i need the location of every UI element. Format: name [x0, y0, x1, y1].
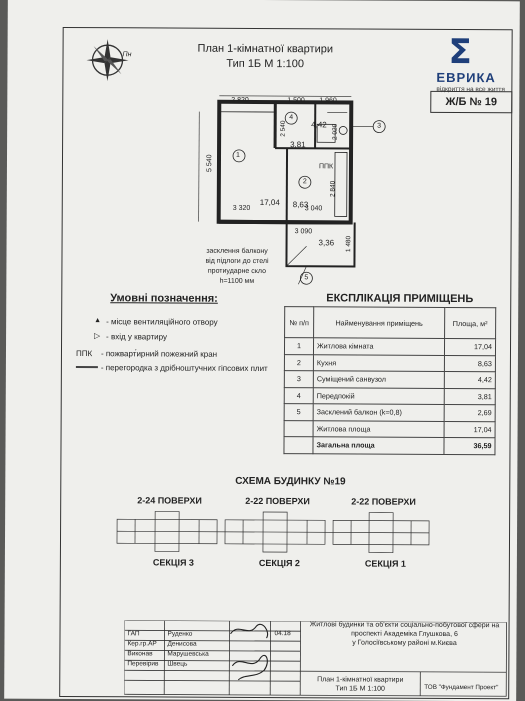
room-number: 4 — [289, 114, 293, 121]
floors-label: 2-22 ПОВЕРХИ — [351, 496, 416, 506]
note-line: засклення балкону — [205, 247, 268, 257]
room-number: 2 — [303, 178, 307, 185]
cell: 17,04 — [444, 421, 495, 438]
vent-symbol-icon: ▲ — [94, 317, 101, 324]
balcony-note — [205, 247, 268, 287]
stamp-role: Виконав — [127, 649, 158, 659]
stamp-roles — [127, 629, 158, 669]
table-row — [284, 420, 495, 438]
dim-label: 3 320 — [233, 205, 251, 212]
cell: 5 — [284, 404, 313, 421]
stamp-names — [167, 630, 209, 670]
project-line: проспекті Академіка Глушкова, 6 — [304, 629, 504, 639]
brand-logo — [430, 34, 510, 94]
dim-label: 2 820 — [231, 97, 249, 104]
area-label: 8,63 — [293, 200, 309, 209]
section-label: СЕКЦІЯ 1 — [365, 559, 406, 569]
dim-label: 5 540 — [206, 154, 213, 172]
page-title — [197, 42, 333, 73]
cell: Житлова площа — [313, 420, 444, 437]
header-cell: Площа, м² — [445, 307, 496, 338]
cell: 4,42 — [444, 371, 495, 388]
partition-line-icon — [76, 366, 98, 368]
table-row — [284, 404, 495, 422]
cell: Передпокій — [313, 387, 444, 404]
sheet-title — [304, 675, 416, 694]
title-line-1: План 1-кімнатної квартири — [198, 42, 334, 58]
entry-triangle-icon: ▷ — [94, 331, 100, 340]
stamp-name: Марушевська — [167, 650, 208, 660]
table-header — [285, 307, 496, 339]
ppk-symbol: ППК — [76, 349, 92, 358]
dim-label: 3 090 — [295, 228, 313, 235]
sheet-title-line: Тип 1Б М 1:100 — [304, 684, 416, 694]
floors-label: 2-22 ПОВЕРХИ — [245, 496, 310, 506]
cell: 8,63 — [444, 355, 495, 372]
stamp-name: Швець — [167, 660, 208, 670]
company-name: ТОВ "Фундамент Проект" — [424, 684, 498, 691]
cell — [284, 437, 313, 454]
cell: 3 — [284, 371, 313, 388]
stamp-name: Денисова — [167, 640, 208, 650]
compass-rose-icon — [77, 35, 157, 85]
table-row — [284, 437, 495, 455]
stamp-role: Перевірив — [127, 659, 158, 669]
legend-item: - перегородка з дрібноштучних гіпсових плит — [101, 363, 268, 373]
cell: Житлова кімната — [313, 338, 444, 355]
note-line: від підлоги до стелі — [205, 257, 268, 267]
project-line: Житлові будинки та об'єкти соціально-побутової сфери на — [305, 620, 505, 630]
cell: Засклений балкон (k=0,8) — [313, 404, 444, 421]
table-row — [284, 371, 495, 389]
dim-label: 3 040 — [305, 205, 323, 212]
legend-item: - вхід у квартиру — [106, 332, 167, 341]
cell: 36,59 — [444, 437, 495, 454]
brand-name: ЕВРИКА — [436, 70, 495, 85]
dim-label: 1 480 — [345, 236, 352, 252]
explication-title: ЕКСПЛІКАЦІЯ ПРИМІЩЕНЬ — [326, 292, 473, 305]
dim-label: 1 500 — [287, 97, 305, 104]
cell: Суміщений санвузол — [313, 371, 444, 388]
room-number: 1 — [236, 152, 240, 159]
ppk-label: ППК — [319, 163, 333, 170]
cell: Кухня — [313, 354, 444, 371]
brand-tagline: відкриття на все життя — [436, 86, 505, 93]
header-cell: № п/п — [285, 307, 314, 338]
legend-item: - пожварт́ирний пожежний кран — [101, 349, 217, 359]
section-label: СЕКЦІЯ 2 — [259, 558, 300, 568]
title-line-2: Тип 1Б М 1:100 — [197, 57, 333, 73]
table-row — [284, 338, 495, 356]
cell: 2,69 — [444, 404, 495, 421]
stamp-name: Руденко — [167, 630, 208, 640]
room-number: 3 — [377, 123, 381, 130]
cell: 17,04 — [444, 338, 495, 355]
table-row — [284, 387, 495, 405]
area-label: 4,42 — [311, 120, 327, 129]
room-number: 5 — [304, 274, 308, 281]
floors-label: 2-24 ПОВЕРХИ — [137, 495, 202, 505]
building-schema — [115, 509, 433, 555]
cell: 2 — [284, 354, 313, 371]
note-line: протиударне скло — [205, 267, 268, 277]
cell: 1 — [284, 338, 313, 355]
document-sheet — [4, 0, 520, 701]
note-line: h=1100 мм — [205, 277, 268, 287]
cell: 4 — [284, 387, 313, 404]
dim-label: 2 840 — [329, 181, 336, 197]
legend-item: - місце вентиляційного отвору — [106, 317, 218, 327]
legend-title: Умовні позначення: — [110, 292, 218, 305]
header-cell: Найменування приміщень — [314, 307, 445, 339]
dim-label: 1 960 — [319, 97, 337, 104]
project-name — [304, 620, 504, 648]
cell: 3,81 — [444, 388, 495, 405]
area-label: 17,04 — [260, 198, 280, 207]
house-number: Ж/Б № 19 — [430, 91, 512, 113]
compass-label: Пн — [123, 51, 132, 58]
cell — [284, 420, 313, 437]
area-label: 3,81 — [290, 140, 306, 149]
explication-table — [283, 306, 496, 455]
project-line: у Голосіївському районі м.Києва — [304, 638, 504, 648]
dim-label: 2 540 — [280, 120, 287, 136]
signature-scribble — [226, 618, 274, 688]
table-row — [284, 354, 495, 372]
stamp-role: Кер.гр.АР — [127, 639, 158, 649]
stamp-date: 04.18 — [274, 630, 290, 637]
area-label: 3,36 — [319, 238, 335, 247]
sheet-title-line: План 1-кімнатної квартири — [304, 675, 416, 685]
sigma-logo-icon: Σ — [448, 32, 471, 72]
stamp-role: ГАП — [127, 629, 158, 639]
dim-label: 2 020 — [332, 124, 339, 140]
cell: Загальна площа — [313, 437, 444, 454]
section-label: СЕКЦІЯ 3 — [153, 557, 194, 567]
schema-title: СХЕМА БУДИНКУ №19 — [235, 476, 345, 488]
